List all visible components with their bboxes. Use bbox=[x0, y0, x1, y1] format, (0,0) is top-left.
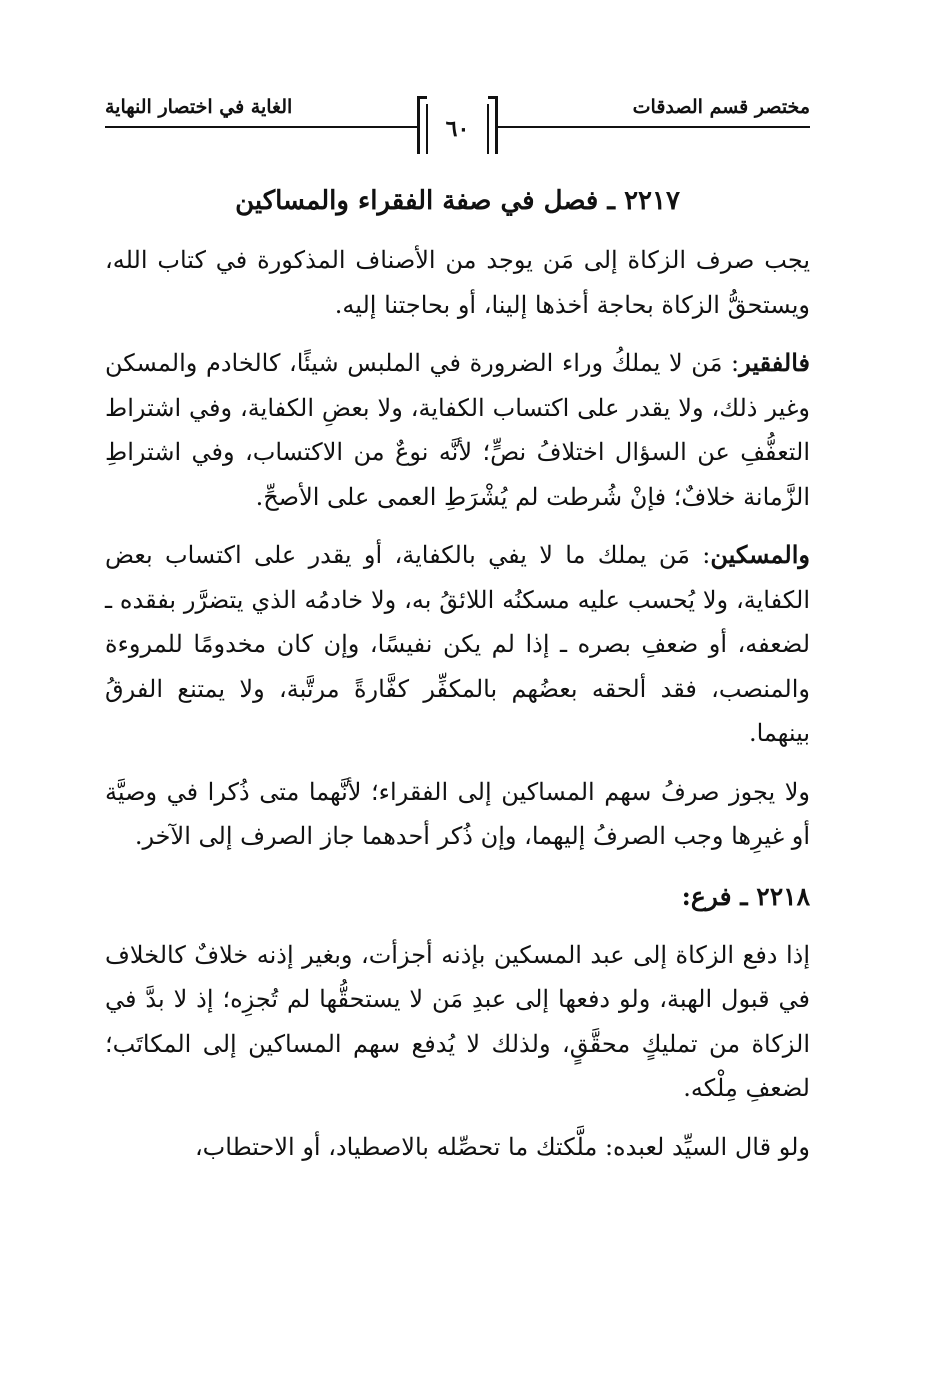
paragraph-4 bbox=[105, 770, 810, 859]
paragraph-text: : مَن يملك ما لا يفي بالكفاية، أو يقدر على اكتساب بعض الكفاية، ولا يُحسب عليه مسكنُه اللائقُ به، ولا خادمُه الذي يتضرَّر بفقده ـ لضعفه، أو ضعفِ بصره ـ إذا لم يكن نفيسًا، وإن كان مخدومًا للمروءة والمنصب، فقد ألحقه بعضُهم بالمكفِّر كفَّارةً مرتَّبة، ولا يمتنع الفرقُ بينهما. bbox=[105, 541, 810, 747]
paragraph-lead-term: والمسكين bbox=[710, 540, 810, 569]
page-number-frame bbox=[417, 96, 498, 154]
paragraph-6 bbox=[105, 1125, 810, 1170]
running-head-book-section: مختصر قسم الصدقات bbox=[632, 96, 810, 118]
section-title: ٢٢١٧ ـ فصل في صفة الفقراء والمساكين bbox=[235, 186, 680, 216]
paragraph-text: ولا يجوز صرفُ سهم المساكين إلى الفقراء؛ لأنَّهما متى ذُكرا في وصيَّة أو غيرِها وجب الصرفُ إليهما، وإن ذُكر أحدهما جاز الصرف إلى الآخر. bbox=[105, 777, 810, 850]
header-rule-right bbox=[498, 126, 810, 128]
paragraph-faqir bbox=[105, 341, 810, 519]
paragraph-text: ولو قال السيِّد لعبده: ملَّكتك ما تحصِّله بالاصطياد، أو الاحتطاب، bbox=[194, 1132, 810, 1161]
paragraph-5 bbox=[105, 933, 810, 1111]
paragraph-text: إذا دفع الزكاة إلى عبد المسكين بإذنه أجزأت، وبغير إذنه خلافٌ كالخلاف في قبول الهبة، ولو دفعها إلى عبدِ مَن لا يستحقُّها لم تُجزِه؛ إذ لا بدَّ في الزكاة من تمليكٍ محقَّقٍ، ولذلك لا يُدفع سهم المساكين إلى المكاتَب؛ لضعفِ مِلْكه. bbox=[105, 940, 810, 1102]
paragraph-text: يجب صرف الزكاة إلى مَن يوجد من الأصناف المذكورة في كتاب الله، ويستحقُّ الزكاة بحاجة أخذها إلينا، أو بحاجتنا إليه. bbox=[105, 246, 810, 319]
paragraph-lead-term: فالفقير bbox=[739, 348, 810, 377]
page-number: ٦٠ bbox=[445, 116, 470, 142]
running-head-book-title: الغاية في اختصار النهاية bbox=[105, 96, 293, 118]
paragraph-miskin bbox=[105, 533, 810, 756]
subsection-title: ٢٢١٨ ـ فرع: bbox=[681, 881, 810, 911]
main-text bbox=[105, 176, 810, 1183]
paragraph-1 bbox=[105, 238, 810, 327]
paragraph-text: : مَن لا يملكُ وراء الضرورة في الملبس شيئًا، كالخادم والمسكن وغير ذلك، ولا يقدر على اكتساب الكفاية، ولا بعضِ الكفاية، وفي اشتراط التعفُّفِ عن السؤال اختلافُ نصٍّ؛ لأنَّه نوعٌ من الاكتساب، وفي اشتراطِ الزَّمانة خلافٌ؛ فإنْ شُرطت لم يُشْرَطِ العمى على الأصحِّ. bbox=[105, 349, 811, 511]
page-number-frame-cap-right bbox=[488, 96, 498, 109]
header-rule-left bbox=[105, 126, 417, 128]
